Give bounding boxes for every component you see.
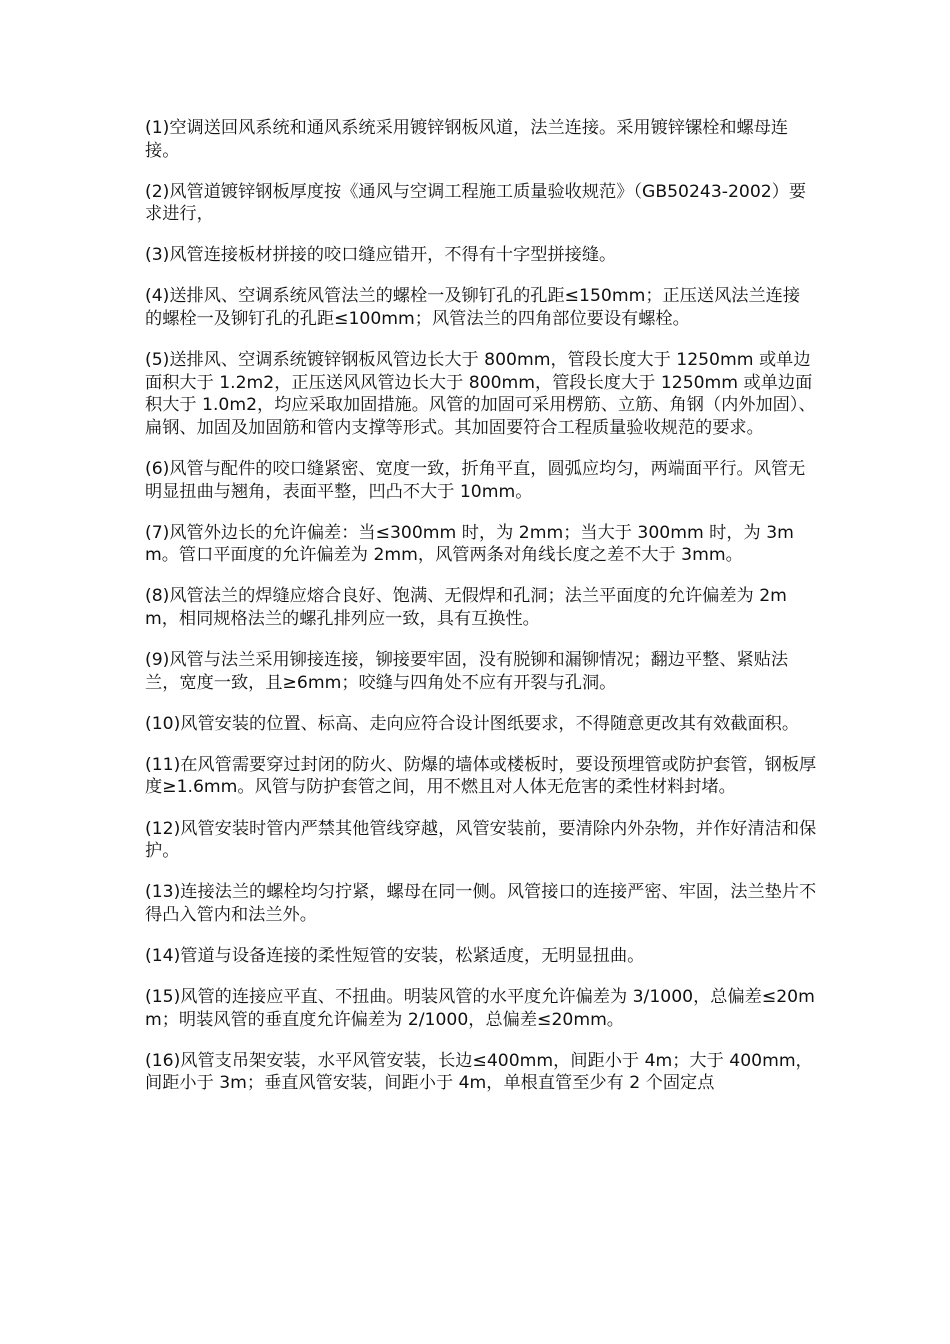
paragraph-6: (6)风管与配件的咬口缝紧密、宽度一致，折角平直，圆弧应均匀，两端面平行。风管无明显扭曲与翘角，表面平整，凹凸不大于 10mm。 [145, 459, 806, 502]
paragraph-14: (14)管道与设备连接的柔性短管的安装，松紧适度，无明显扭曲。 [145, 945, 645, 966]
paragraph-16: (16)风管支吊架安装，水平风管安装，长边≤400mm，间距小于 4m；大于 400mm，间距小于 3m；垂直风管安装，间距小于 4m，单根直管至少有 2 个固定点 [145, 1050, 813, 1094]
paragraph-5: (5)送排风、空调系统镀锌钢板风管边长大于 800mm，管段长度大于 1250mm 或单边面积大于 1.2m2，正压送风风管边长大于 800mm，管段长度大于 1250mm 或单边面积大于 1.0m2，均应采取加固措施。风管的加固可采用楞筋、立筋、角钢（内外加固）、扁钢、加固及加固筋和管内支撑等形式。其加固要符合工程质量验收规范的要求。 [145, 350, 816, 438]
paragraph-12: (12)风管安装时管内严禁其他管线穿越，风管安装前，要清除内外杂物，并作好清洁和保护。 [145, 818, 817, 862]
paragraph-2: (2)风管道镀锌钢板厚度按《通风与空调工程施工质量验收规范》（GB50243-2002）要求进行， [145, 181, 807, 225]
paragraph-11: (11)在风管需要穿过封闭的防火、防爆的墙体或楼板时，要设预埋管或防护套管，钢板厚度≥1.6mm。风管与防护套管之间，用不燃且对人体无危害的柔性材料封堵。 [145, 754, 817, 798]
paragraph-1: (1)空调送回风系统和通风系统采用镀锌钢板风道，法兰连接。采用镀锌镙栓和螺母连接。 [145, 118, 789, 161]
paragraph-7: (7)风管外边长的允许偏差：当≤300mm 时，为 2mm；当大于 300mm 时，为 3mm。管口平面度的允许偏差为 2mm，风管两条对角线长度之差不大于 3mm。 [145, 522, 794, 566]
paragraph-15: (15)风管的连接应平直、不扭曲。明装风管的水平度允许偏差为 3/1000，总偏差≤20mm；明装风管的垂直度允许偏差为 2/1000，总偏差≤20mm。 [145, 987, 815, 1030]
paragraph-13: (13)连接法兰的螺栓均匀拧紧，螺母在同一侧。风管接口的连接严密、牢固，法兰垫片不得凸入管内和法兰外。 [145, 882, 817, 925]
paragraph-4: (4)送排风、空调系统风管法兰的螺栓一及铆钉孔的孔距≤150mm；正压送风法兰连接的螺栓一及铆钉孔的孔距≤100mm；风管法兰的四角部位要设有螺栓。 [145, 286, 801, 330]
paragraph-8: (8)风管法兰的焊缝应熔合良好、饱满、无假焊和孔洞；法兰平面度的允许偏差为 2mm，相同规格法兰的螺孔排列应一致，具有互换性。 [145, 586, 787, 629]
paragraph-9: (9)风管与法兰采用铆接连接，铆接要牢固，没有脱铆和漏铆情况；翻边平整、紧贴法兰，宽度一致，且≥6mm；咬缝与四角处不应有开裂与孔洞。 [145, 650, 789, 693]
paragraph-3: (3)风管连接板材拼接的咬口缝应错开，不得有十字型拼接缝。 [145, 245, 617, 266]
paragraph-10: (10)风管安装的位置、标高、走向应符合设计图纸要求，不得随意更改其有效截面积。 [145, 713, 800, 734]
document-body [145, 117, 817, 1113]
